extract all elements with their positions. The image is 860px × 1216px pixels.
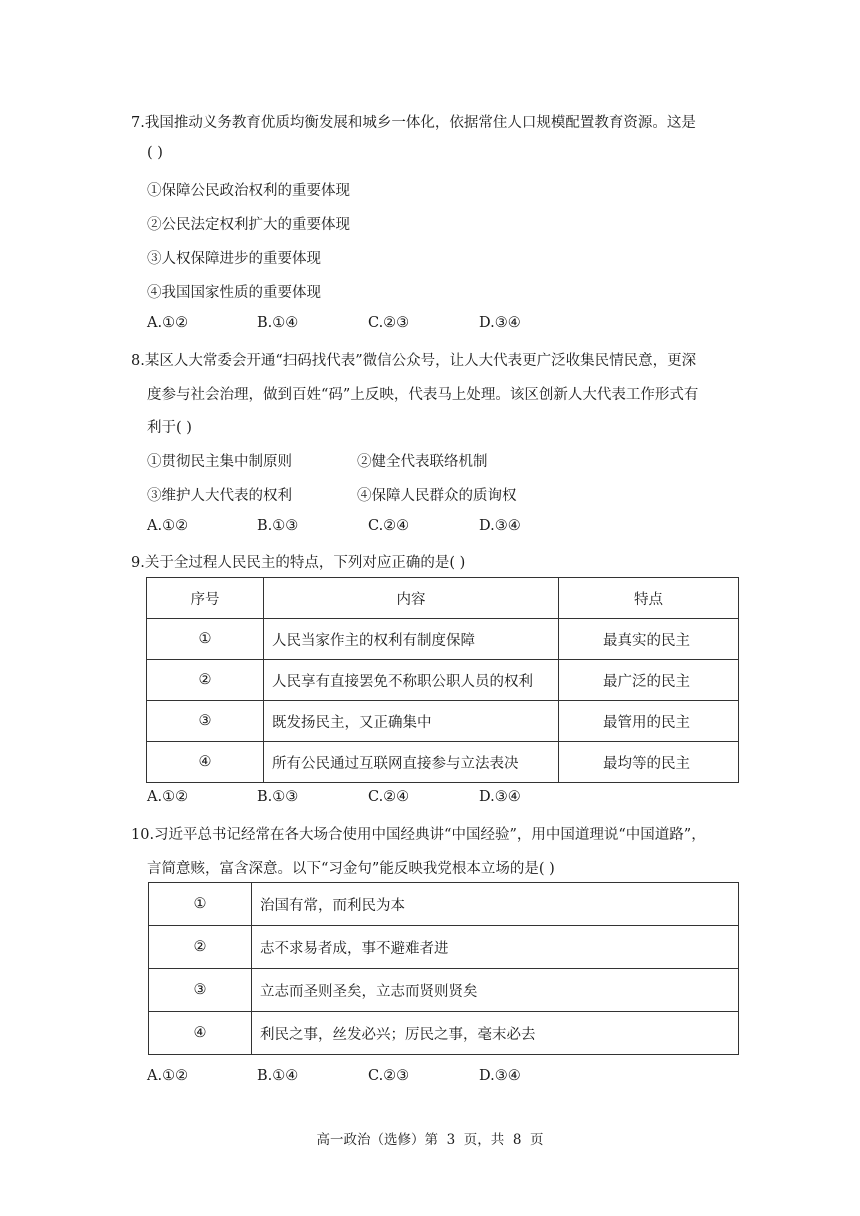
q9-option-a: A.①②	[147, 789, 189, 805]
q10-stem-line2: 言简意赅，富含深意。以下“习金句”能反映我党根本立场的是( )	[147, 861, 555, 877]
q9-table-header	[147, 578, 739, 619]
q7-stem-line2: ( )	[147, 145, 163, 161]
q8-stem-line3: 利于( )	[147, 420, 192, 436]
q10-option-b: B.①④	[257, 1068, 299, 1084]
q7-option-d: D.③④	[479, 315, 521, 331]
q8-option-d: D.③④	[479, 518, 521, 534]
q9-row1-content: 人民当家作主的权利有制度保障	[264, 619, 559, 660]
q9-row4-content: 所有公民通过互联网直接参与立法表决	[264, 742, 559, 783]
q10-row4-number: ④	[149, 1012, 252, 1055]
q7-option-c: C.②③	[368, 315, 410, 331]
q10-table	[148, 882, 739, 1055]
q7-option-a: A.①②	[147, 315, 189, 331]
q9-row1-feature: 最真实的民主	[559, 619, 739, 660]
table-row	[147, 619, 739, 660]
q10-row2-number: ②	[149, 926, 252, 969]
q9-row1-number: ①	[147, 619, 264, 660]
q10-row1-number: ①	[149, 883, 252, 926]
q10-row3-quote: 立志而圣则圣矣，立志而贤则贤矣	[252, 969, 739, 1012]
q9-row2-content: 人民享有直接罢免不称职公职人员的权利	[264, 660, 559, 701]
q9-stem: 9.关于全过程人民民主的特点，下列对应正确的是( )	[131, 555, 466, 571]
q7-item-1: ①保障公民政治权利的重要体现	[147, 183, 350, 199]
q8-item-2: ②健全代表联络机制	[357, 454, 488, 470]
q10-option-a: A.①②	[147, 1068, 189, 1084]
q8-option-b: B.①③	[257, 518, 299, 534]
table-row	[149, 1012, 739, 1055]
table-row	[147, 660, 739, 701]
q7-option-b: B.①④	[257, 315, 299, 331]
q7-stem-line1: 7.我国推动义务教育优质均衡发展和城乡一体化，依据常住人口规模配置教育资源。这是	[131, 115, 696, 131]
q10-option-d: D.③④	[479, 1068, 521, 1084]
q9-option-b: B.①③	[257, 789, 299, 805]
q10-row1-quote: 治国有常，而利民为本	[252, 883, 739, 926]
q9-header-number: 序号	[147, 578, 264, 619]
q9-row3-feature: 最管用的民主	[559, 701, 739, 742]
q10-stem-line1: 10.习近平总书记经常在各大场合使用中国经典讲“中国经验”，用中国道理说“中国道路”，	[131, 827, 706, 843]
q7-item-2: ②公民法定权利扩大的重要体现	[147, 217, 350, 233]
table-row	[147, 742, 739, 783]
page-footer: 高一政治（选修）第 3 页，共 8 页	[316, 1132, 544, 1148]
table-row	[149, 969, 739, 1012]
q9-header-feature: 特点	[559, 578, 739, 619]
q10-row2-quote: 志不求易者成，事不避难者进	[252, 926, 739, 969]
q9-row2-number: ②	[147, 660, 264, 701]
q9-table	[146, 577, 739, 783]
q8-stem-line2: 度参与社会治理，做到百姓“码”上反映，代表马上处理。该区创新人大代表工作形式有	[147, 387, 699, 403]
q9-row3-content: 既发扬民主，又正确集中	[264, 701, 559, 742]
q7-item-3: ③人权保障进步的重要体现	[147, 251, 321, 267]
q8-item-4: ④保障人民群众的质询权	[357, 488, 517, 504]
q8-option-a: A.①②	[147, 518, 189, 534]
q8-stem-line1: 8.某区人大常委会开通“扫码找代表”微信公众号，让人大代表更广泛收集民情民意，更深	[131, 353, 697, 369]
q9-row4-number: ④	[147, 742, 264, 783]
q9-header-content: 内容	[264, 578, 559, 619]
q7-item-4: ④我国国家性质的重要体现	[147, 285, 321, 301]
q9-option-d: D.③④	[479, 789, 521, 805]
q9-option-c: C.②④	[368, 789, 410, 805]
q8-option-c: C.②④	[368, 518, 410, 534]
table-row	[149, 883, 739, 926]
q10-row4-quote: 利民之事，丝发必兴；厉民之事，毫末必去	[252, 1012, 739, 1055]
q10-option-c: C.②③	[368, 1068, 410, 1084]
table-row	[147, 701, 739, 742]
table-row	[149, 926, 739, 969]
q8-item-3: ③维护人大代表的权利	[147, 488, 292, 504]
q9-row3-number: ③	[147, 701, 264, 742]
q9-row2-feature: 最广泛的民主	[559, 660, 739, 701]
q10-row3-number: ③	[149, 969, 252, 1012]
q9-row4-feature: 最均等的民主	[559, 742, 739, 783]
q8-item-1: ①贯彻民主集中制原则	[147, 454, 292, 470]
